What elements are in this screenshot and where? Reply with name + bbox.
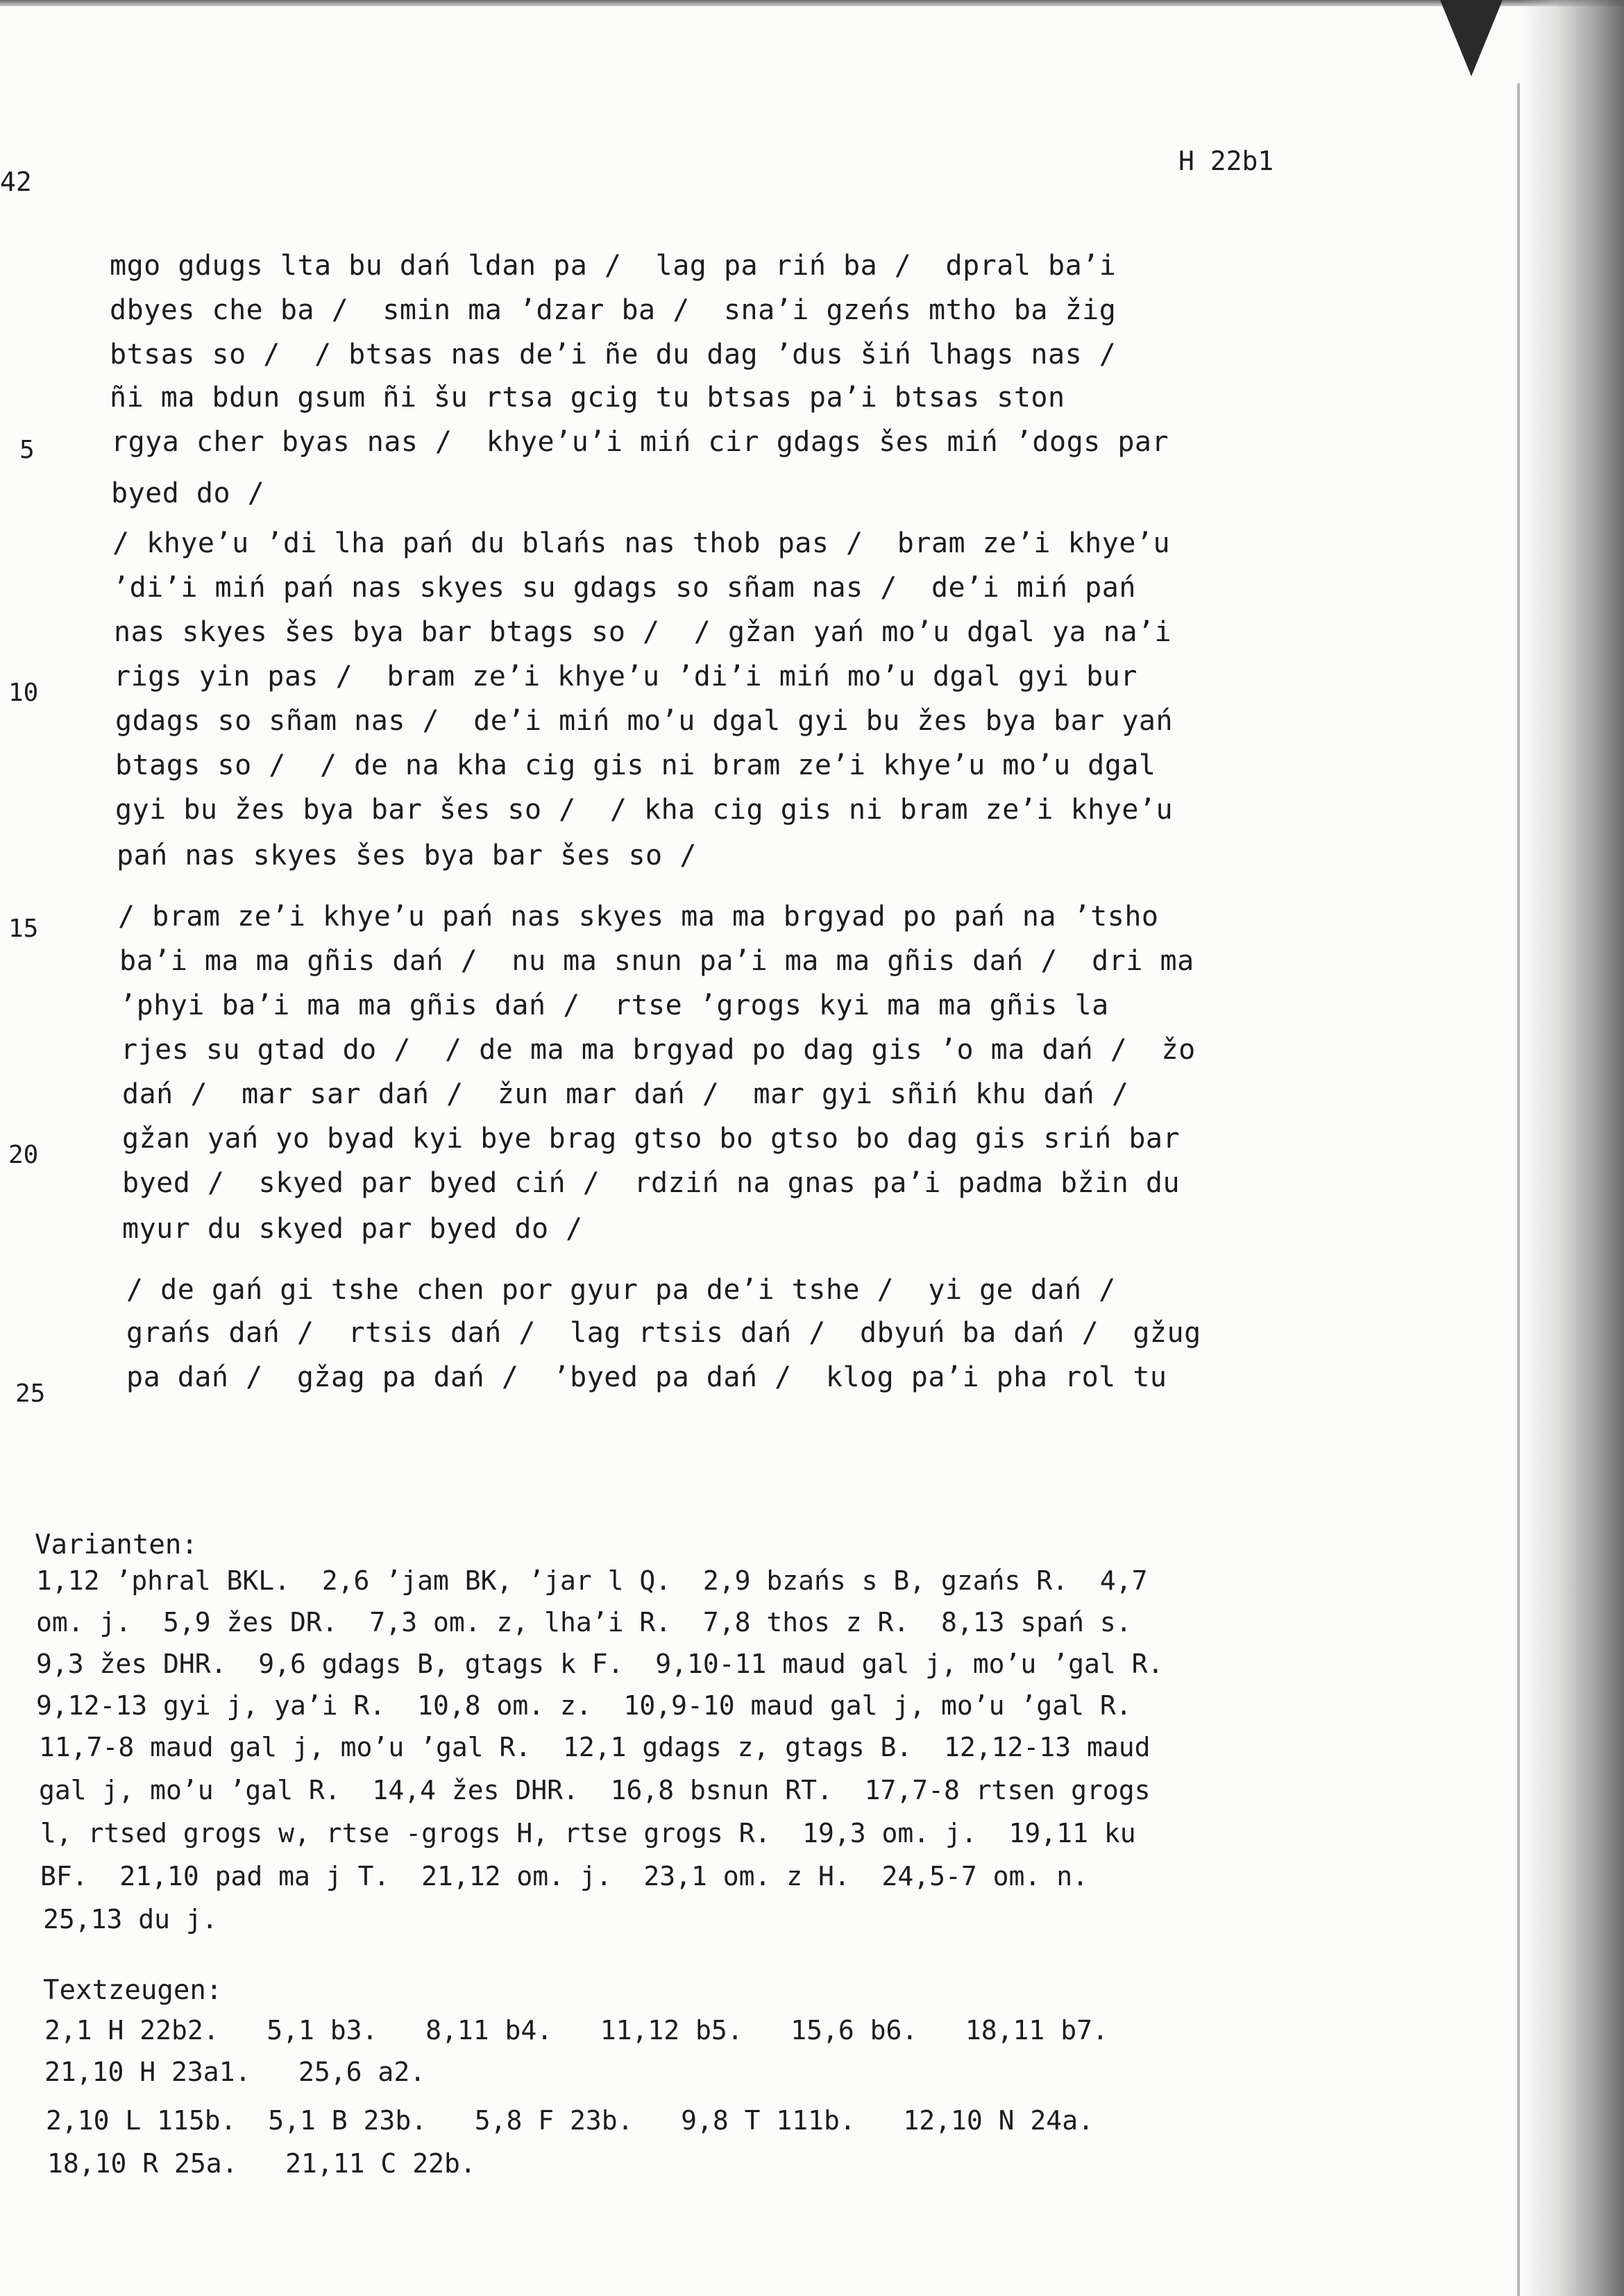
text-line-22: myur du skyed par byed do / xyxy=(122,1213,583,1245)
text-line-1: mgo gdugs lta bu dań ldan pa / lag pa riń ba / dpral ba’i xyxy=(110,250,1117,282)
text-line-24: grańs dań / rtsis dań / lag rtsis dań / dbyuń ba dań / gžug xyxy=(126,1317,1201,1349)
top-rule xyxy=(0,0,1624,6)
text-line-14: pań nas skyes šes bya bar šes so / xyxy=(117,840,697,871)
text-line-8: ’di’i miń pań nas skyes su gdags so sñam nas / de’i miń pań xyxy=(112,572,1136,604)
text-line-18: rjes su gtad do / / de ma ma brgyad po dag gis ’o ma dań / žo xyxy=(121,1034,1196,1066)
variant-line: 9,12-13 gyi j, ya’i R. 10,8 om. z. 10,9-10 maud gal j, mo’u ’gal R. xyxy=(36,1690,1132,1721)
line-number-5: 5 xyxy=(19,436,35,464)
text-line-10: rigs yin pas / bram ze’i khye’u ’di’i miń mo’u dgal gyi bur xyxy=(114,661,1137,692)
variant-line: 25,13 du j. xyxy=(43,1904,218,1934)
text-line-19: dań / mar sar dań / žun mar dań / mar gyi sñiń khu dań / xyxy=(122,1078,1129,1110)
witness-line: 21,10 H 23a1. 25,6 a2. xyxy=(44,2057,426,2087)
text-line-20: gžan yań yo byad kyi bye brag gtso bo gtso bo dag gis sriń bar xyxy=(122,1123,1181,1155)
text-line-13: gyi bu žes bya bar šes so / / kha cig gis ni bram ze’i khye’u xyxy=(115,794,1174,826)
variant-line: BF. 21,10 pad ma j T. 21,12 om. j. 23,1 om. z H. 24,5-7 om. n. xyxy=(40,1861,1088,1891)
text-line-23: / de gań gi tshe chen por gyur pa de’i tshe / yi ge dań / xyxy=(126,1274,1116,1306)
variant-line: 9,3 žes DHR. 9,6 gdags B, gtags k F. 9,10-11 maud gal j, mo’u ’gal R. xyxy=(36,1649,1164,1679)
text-line-2: dbyes che ba / smin ma ’dzar ba / sna’i gzeńs mtho ba žig xyxy=(110,294,1117,326)
line-number-20: 20 xyxy=(8,1141,39,1169)
text-line-25: pa dań / gžag pa dań / ’byed pa dań / klog pa’i pha rol tu xyxy=(126,1361,1167,1393)
textzeugen-heading: Textzeugen: xyxy=(43,1975,223,2006)
line-number-15: 15 xyxy=(8,915,39,943)
page-edge-line xyxy=(1517,83,1520,2296)
text-line-12: btags so / / de na kha cig gis ni bram ze’i khye’u mo’u dgal xyxy=(115,749,1156,781)
line-number-10: 10 xyxy=(8,679,39,707)
text-line-5: rgya cher byas nas / khye’u’i miń cir gdags šes miń ’dogs par xyxy=(111,426,1169,458)
text-line-21: byed / skyed par byed ciń / rdziń na gnas pa’i padma bžin du xyxy=(122,1167,1181,1199)
witness-line: 18,10 R 25a. 21,11 C 22b. xyxy=(47,2148,476,2179)
corner-mark xyxy=(1440,0,1503,76)
text-line-3: btsas so / / btsas nas de’i ñe du dag ’dus šiń lhags nas / xyxy=(110,339,1117,371)
text-line-4: ñi ma bdun gsum ñi šu rtsa gcig tu btsas pa’i btsas ston xyxy=(110,382,1065,414)
text-line-6: byed do / xyxy=(111,477,265,509)
line-number-25: 25 xyxy=(15,1379,46,1408)
text-line-7: / khye’u ’di lha pań du blańs nas thob pas / bram ze’i khye’u xyxy=(112,527,1171,559)
variant-line: om. j. 5,9 žes DR. 7,3 om. z, lha’i R. 7,8 thos z R. 8,13 spań s. xyxy=(36,1607,1132,1638)
page-edge-shadow xyxy=(1520,0,1624,2296)
varianten-heading: Varianten: xyxy=(35,1529,198,1561)
manuscript-signature: H 22b1 xyxy=(1178,146,1274,176)
witness-line: 2,10 L 115b. 5,1 B 23b. 5,8 F 23b. 9,8 T 111b. 12,10 N 24a. xyxy=(46,2105,1094,2136)
variant-line: 11,7-8 maud gal j, mo’u ’gal R. 12,1 gdags z, gtags B. 12,12-13 maud xyxy=(39,1732,1151,1762)
text-line-17: ’phyi ba’i ma ma gñis dań / rtse ’grogs kyi ma ma gñis la xyxy=(119,989,1109,1021)
variant-line: 1,12 ’phral BKL. 2,6 ’jam BK, ’jar l Q. 2,9 bzańs s B, gzańs R. 4,7 xyxy=(36,1565,1148,1596)
variant-line: l, rtsed grogs w, rtse -grogs H, rtse grogs R. 19,3 om. j. 19,11 ku xyxy=(40,1818,1136,1848)
variant-line: gal j, mo’u ’gal R. 14,4 žes DHR. 16,8 bsnun RT. 17,7-8 rtsen grogs xyxy=(39,1775,1151,1805)
text-line-16: ba’i ma ma gñis dań / nu ma snun pa’i ma ma gñis dań / dri ma xyxy=(119,945,1194,977)
text-line-9: nas skyes šes bya bar btags so / / gžan yań mo’u dgal ya na’i xyxy=(114,616,1172,648)
text-line-15: / bram ze’i khye’u pań nas skyes ma ma brgyad po pań na ’tsho xyxy=(118,901,1159,933)
page-number: 42 xyxy=(0,167,32,197)
text-line-11: gdags so sñam nas / de’i miń mo’u dgal gyi bu žes bya bar yań xyxy=(115,705,1174,737)
witness-line: 2,1 H 22b2. 5,1 b3. 8,11 b4. 11,12 b5. 15,6 b6. 18,11 b7. xyxy=(44,2015,1108,2046)
